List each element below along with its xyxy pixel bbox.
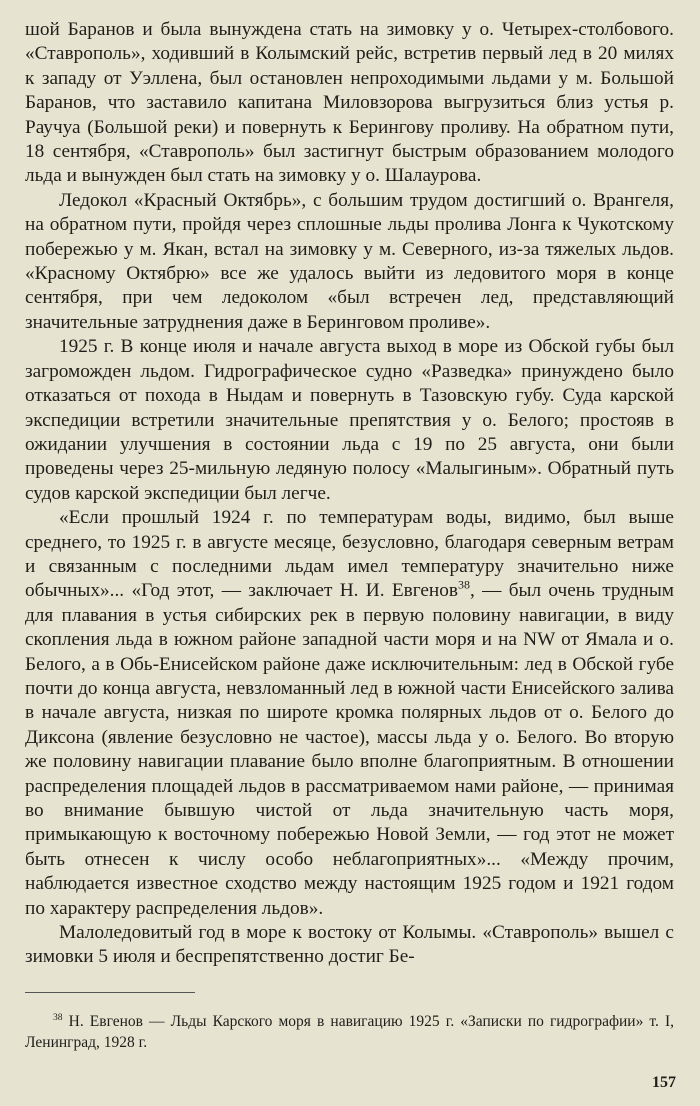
quote-part-2: , — был очень трудным для плавания в устья сибирских рек в первую половину навигации, в виду скопления льда в южном районе западной части моря и на NW от Ямала и о. Белого, а в Обь-Енисейском районе даже исключительным: лед в Обской губе почти до конца августа, невзломанный лед в южной части Енисейского залива в начале августа, низкая по широте кромка полярных льдов от о. Белого до Диксона (явление безусловно не частое), массы льда у о. Белого. Во вторую же половину навигации плавание было вполне благоприятным. В отношении распределения площадей льдов в рассматриваемом нами районе, — принимая во внимание бывшую чистой от льда значительную часть моря, примыкающую к восточному побережью Новой Земли, — год этот не может быть отнесен к числу особо неблагоприятных»... «Между прочим, наблюдается известное сходство между настоящим 1925 годом и 1921 годом по характеру распределения льдов». bbox=[25, 580, 674, 919]
page-number: 157 bbox=[652, 1074, 676, 1091]
paragraph-krasny-oktyabr: Ледокол «Красный Октябрь», с большим трудом достигший о. Врангеля, на обратном пути, пройдя через сплошные льды пролива Лонга к Чукотскому побережью у м. Якан, встал на зимовку у м. Северного, из-за тяжелых льдов. «Красному Октябрю» все же удалось выйти из ледовитого моря в конце сентября, при чем ледоколом «был встречен лед, представляющий значительные затруднения даже в Беринговом проливе». bbox=[25, 189, 674, 333]
footnote bbox=[25, 1011, 674, 1053]
paragraph-1925: 1925 г. В конце июля и начале августа выход в море из Обской губы был загроможден льдом. Гидрографическое судно «Разведка» принуждено было отказаться от похода в Ныдам и повернуть в Тазовскую губу. Суда карской экспедиции встретили значительные препятствия у о. Белого; простояв в ожидании улучшения в состоянии льда с 19 по 25 августа, они были проведены через 25-мильную ледяную полосу «Малыгиным». Обратный путь судов карской экспедиции был легче. bbox=[25, 336, 674, 504]
footnote-text: Н. Евгенов — Льды Карского моря в навигацию 1925 г. «Записки по гидрографии» т. I, Ленинград, 1928 г. bbox=[25, 1012, 675, 1051]
footnote-divider bbox=[25, 992, 195, 993]
footnote-ref: 38 bbox=[458, 577, 470, 592]
paragraph-continuation: шой Баранов и была вынуждена стать на зимовку у о. Четырех-столбового. «Ставрополь», ходивший в Колымский рейс, встретив первый лед в 20 милях к западу от Уэллена, был остановлен непроходимыми льдами у м. Большой Баранов, что заставило капитана Миловзорова выгрузиться близ устья р. Раучуа (Большой реки) и повернуть к Берингову проливу. На обратном пути, 18 сентября, «Ставрополь» был застигнут быстрым образованием молодого льда и вынужден был стать на зимовку у о. Шалаурова. bbox=[25, 19, 674, 187]
main-text bbox=[25, 18, 674, 970]
footnote-marker: 38 bbox=[53, 1011, 63, 1023]
paragraph-kolyma: Малоледовитый год в море к востоку от Колымы. «Ставрополь» вышел с зимовки 5 июля и беспрепятственно достиг Бе- bbox=[25, 922, 674, 968]
paragraph-evgenov-quote bbox=[25, 506, 674, 921]
quote-part-1: «Если прошлый 1924 г. по температурам воды, видимо, был выше среднего, то 1925 г. в августе месяце, безусловно, благодаря северным ветрам и связанным с последними льдам имел температуру значительно ниже обычных»... «Год этот, — заключает Н. И. Евгенов bbox=[25, 507, 674, 602]
